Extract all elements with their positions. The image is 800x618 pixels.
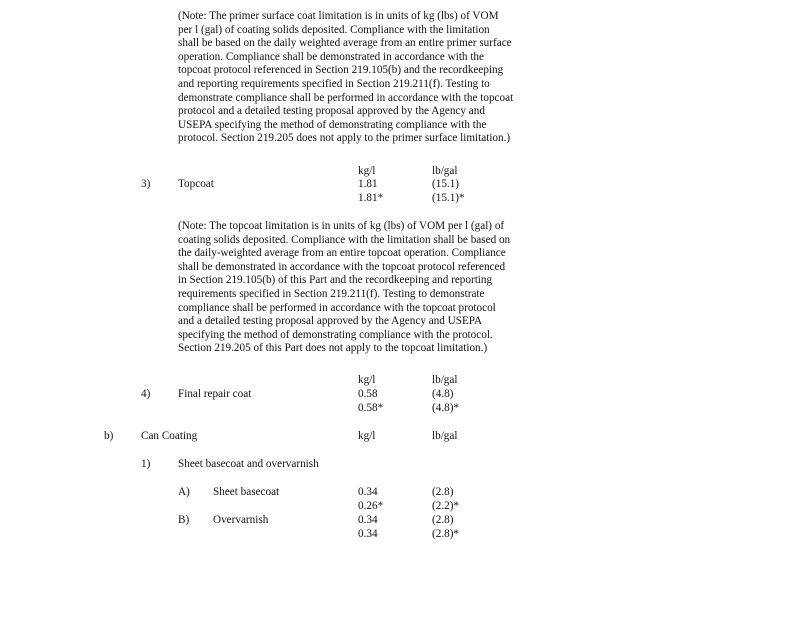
topcoat-value-english: (15.1)* [432, 192, 465, 204]
topcoat-label: Topcoat [178, 178, 214, 190]
repair-unit-metric: kg/l [358, 374, 376, 386]
sub-a-value-english: (2.8) [432, 486, 454, 498]
sub-a-value-metric: 0.34 [358, 486, 378, 498]
section-b-unit-english: lb/gal [432, 430, 458, 442]
sub-b-value-english: (2.8) [432, 514, 454, 526]
sub-b-value-metric: 0.34 [358, 528, 378, 540]
note-line: protocol and a detailed testing proposal approved by the Agency and [178, 105, 485, 118]
note-line: (Note: The primer surface coat limitation is in units of kg (lbs) of VOM [178, 10, 499, 22]
note-line: protocol. Section 219.205 does not apply to the primer surface limitation.) [178, 132, 511, 145]
note-line: USEPA specifying the method of demonstrating compliance with the [178, 118, 487, 131]
section-b-letter: b) [104, 430, 114, 442]
note-line: requirements specified in Section 219.211(f). Testing to demonstrate [178, 287, 485, 300]
sub-a-value-metric: 0.26* [358, 500, 384, 512]
note-line: demonstrate compliance shall be performed in accordance with the topcoat [178, 91, 514, 104]
note-line: (Note: The topcoat limitation is in units of kg (lbs) of VOM per l (gal) of [178, 220, 505, 232]
note-line: shall be based on the daily weighted average from an entire primer surface [178, 37, 512, 50]
note-line: specifying the method of demonstrating compliance with the protocol. [178, 328, 493, 341]
repair-unit-english: lb/gal [432, 374, 458, 386]
note-line: and reporting requirements specified in Section 219.211(f). Testing to [178, 77, 490, 90]
sub-a-label: Sheet basecoat [213, 486, 280, 498]
note-line: and a detailed testing proposal approved by the Agency and USEPA [178, 315, 483, 328]
repair-value-metric: 0.58* [358, 402, 384, 414]
repair-value-metric: 0.58 [358, 388, 378, 400]
repair-label: Final repair coat [178, 388, 252, 400]
note-line: operation. Compliance shall be demonstrated in accordance with the [178, 50, 484, 63]
sub-b-value-english: (2.8)* [432, 528, 460, 540]
note-line: the daily-weighted average from an entire topcoat operation. Compliance [178, 247, 506, 260]
repair-number: 4) [141, 388, 151, 400]
repair-value-english: (4.8)* [432, 402, 460, 414]
sub-a-letter: A) [178, 486, 190, 498]
note-line: topcoat protocol referenced in Section 219.105(b) and the recordkeeping [178, 64, 504, 77]
topcoat-value-metric: 1.81* [358, 192, 384, 204]
repair-value-english: (4.8) [432, 388, 454, 400]
topcoat-value-metric: 1.81 [358, 178, 378, 190]
primer-note [178, 10, 513, 146]
sub-b-value-metric: 0.34 [358, 514, 378, 526]
topcoat-unit-metric: kg/l [358, 165, 376, 177]
topcoat-unit-english: lb/gal [432, 165, 458, 177]
note-line: compliance shall be performed in accordance with the topcoat protocol [178, 301, 496, 314]
note-line: in Section 219.105(b) of this Part and the recordkeeping and reporting [178, 274, 493, 287]
sub-b-letter: B) [178, 514, 190, 526]
note-line: coating solids deposited. Compliance with the limitation shall be based on [178, 233, 511, 246]
section-b-unit-metric: kg/l [358, 430, 376, 442]
subitem-1-number: 1) [141, 458, 151, 470]
section-b-label: Can Coating [141, 430, 198, 442]
note-line: Section 219.205 of this Part does not apply to the topcoat limitation.) [178, 342, 488, 355]
note-line: per l (gal) of coating solids deposited. Compliance with the limitation [178, 23, 490, 36]
note-line: shall be demonstrated in accordance with the topcoat protocol referenced [178, 260, 506, 273]
topcoat-value-english: (15.1) [432, 178, 460, 190]
sub-a-value-english: (2.2)* [432, 500, 460, 512]
topcoat-note [178, 220, 510, 356]
topcoat-number: 3) [141, 178, 151, 190]
sub-b-label: Overvarnish [213, 514, 269, 526]
subitem-1-label: Sheet basecoat and overvarnish [178, 458, 319, 470]
